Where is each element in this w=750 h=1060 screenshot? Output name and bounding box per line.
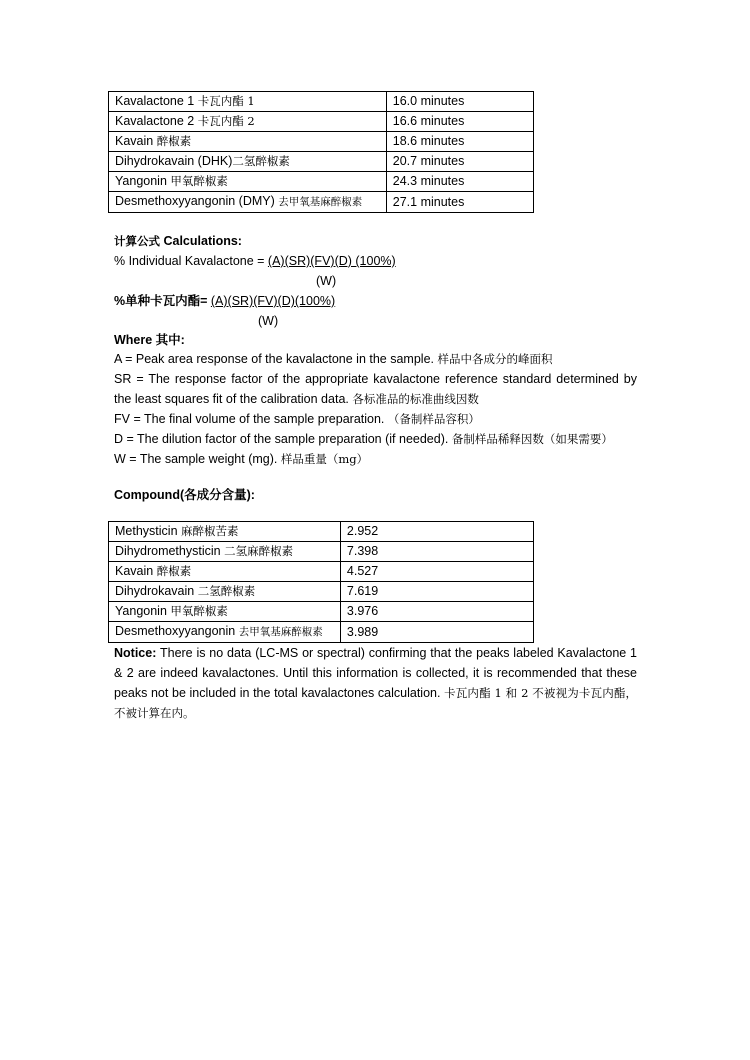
retention-time-cell: 16.0 minutes	[386, 92, 533, 112]
definition-d: D = The dilution factor of the sample preparation (if needed). 备制样品稀释因数（如果需要）	[114, 432, 613, 446]
table-row	[109, 622, 534, 643]
definition-a: A = Peak area response of the kavalactone in the sample. 样品中各成分的峰面积	[114, 352, 553, 366]
compound-name-cell: Dihydromethysticin 二氢麻醉椒素	[109, 542, 341, 562]
compound-name-cell: Desmethoxyyangonin 去甲氧基麻醉椒素	[109, 622, 341, 643]
retention-time-cell: 24.3 minutes	[386, 172, 533, 192]
formula-numerator: (A)(SR)(FV)(D) (100%)	[267, 254, 396, 268]
compound-name-cell: Yangonin 甲氧醉椒素	[109, 602, 341, 622]
content-value-cell: 7.398	[340, 542, 533, 562]
definition-fv: FV = The final volume of the sample preparation. （备制样品容积）	[114, 412, 480, 426]
table-row	[109, 132, 534, 152]
compound-name-cell: Dihydrokavain (DHK)二氢醉椒素	[109, 152, 387, 172]
calculations-heading: 计算公式 Calculations:	[114, 234, 242, 248]
formula-numerator: (A)(SR)(FV)(D)(100%)	[210, 294, 336, 308]
retention-time-cell: 18.6 minutes	[386, 132, 533, 152]
formula-individual-kavalactone: % Individual Kavalactone = (A)(SR)(FV)(D) (100%)	[114, 254, 396, 268]
content-value-cell: 3.976	[340, 602, 533, 622]
formula-denominator: (W)	[316, 274, 337, 288]
compound-content-table	[108, 521, 534, 643]
table-row	[109, 92, 534, 112]
content-value-cell: 2.952	[340, 522, 533, 542]
compound-name-cell: Kavalactone 2 卡瓦内酯 2	[109, 112, 387, 132]
content-value-cell: 3.989	[340, 622, 533, 643]
compound-name-cell: Desmethoxyyangonin (DMY) 去甲氧基麻醉椒素	[109, 192, 387, 213]
table-row	[109, 192, 534, 213]
table-row	[109, 172, 534, 192]
formula-denominator: (W)	[258, 314, 279, 328]
compound-name-cell: Kavalactone 1 卡瓦内酯 1	[109, 92, 387, 112]
formula-single-kavalactone: %单种卡瓦内酯= (A)(SR)(FV)(D)(100%)	[114, 294, 336, 308]
definition-sr: SR = The response factor of the appropriate kavalactone reference standard determined by the least squares fit of the calibration data. 各标准品的标准曲线因数	[114, 372, 637, 406]
retention-time-cell: 20.7 minutes	[386, 152, 533, 172]
notice-label: Notice:	[114, 646, 157, 660]
table-row	[109, 542, 534, 562]
notice-paragraph: Notice: There is no data (LC-MS or spectral) confirming that the peaks labeled Kavalactone 1 & 2 are indeed kavalactones. Until this information is collected, it is recommended that these peaks not be included in the total kavalactones calculation. 卡瓦内酯 1 和 2 不被视为卡瓦内酯，不被计算在内。	[114, 646, 638, 720]
retention-time-table	[108, 91, 534, 213]
content-value-cell: 4.527	[340, 562, 533, 582]
table-row	[109, 562, 534, 582]
table-row	[109, 152, 534, 172]
table-row	[109, 582, 534, 602]
compound-name-cell: Dihydrokavain 二氢醉椒素	[109, 582, 341, 602]
table-row	[109, 112, 534, 132]
table-row	[109, 522, 534, 542]
retention-time-cell: 27.1 minutes	[386, 192, 533, 213]
compound-name-cell: Yangonin 甲氧醉椒素	[109, 172, 387, 192]
compound-name-cell: Kavain 醉椒素	[109, 562, 341, 582]
where-heading: Where 其中:	[114, 333, 185, 347]
compound-name-cell: Kavain 醉椒素	[109, 132, 387, 152]
definition-w: W = The sample weight (mg). 样品重量（mg）	[114, 452, 369, 466]
table-row	[109, 602, 534, 622]
compound-name-cell: Methysticin 麻醉椒苦素	[109, 522, 341, 542]
compound-heading: Compound(各成分含量):	[114, 488, 255, 502]
content-value-cell: 7.619	[340, 582, 533, 602]
retention-time-cell: 16.6 minutes	[386, 112, 533, 132]
